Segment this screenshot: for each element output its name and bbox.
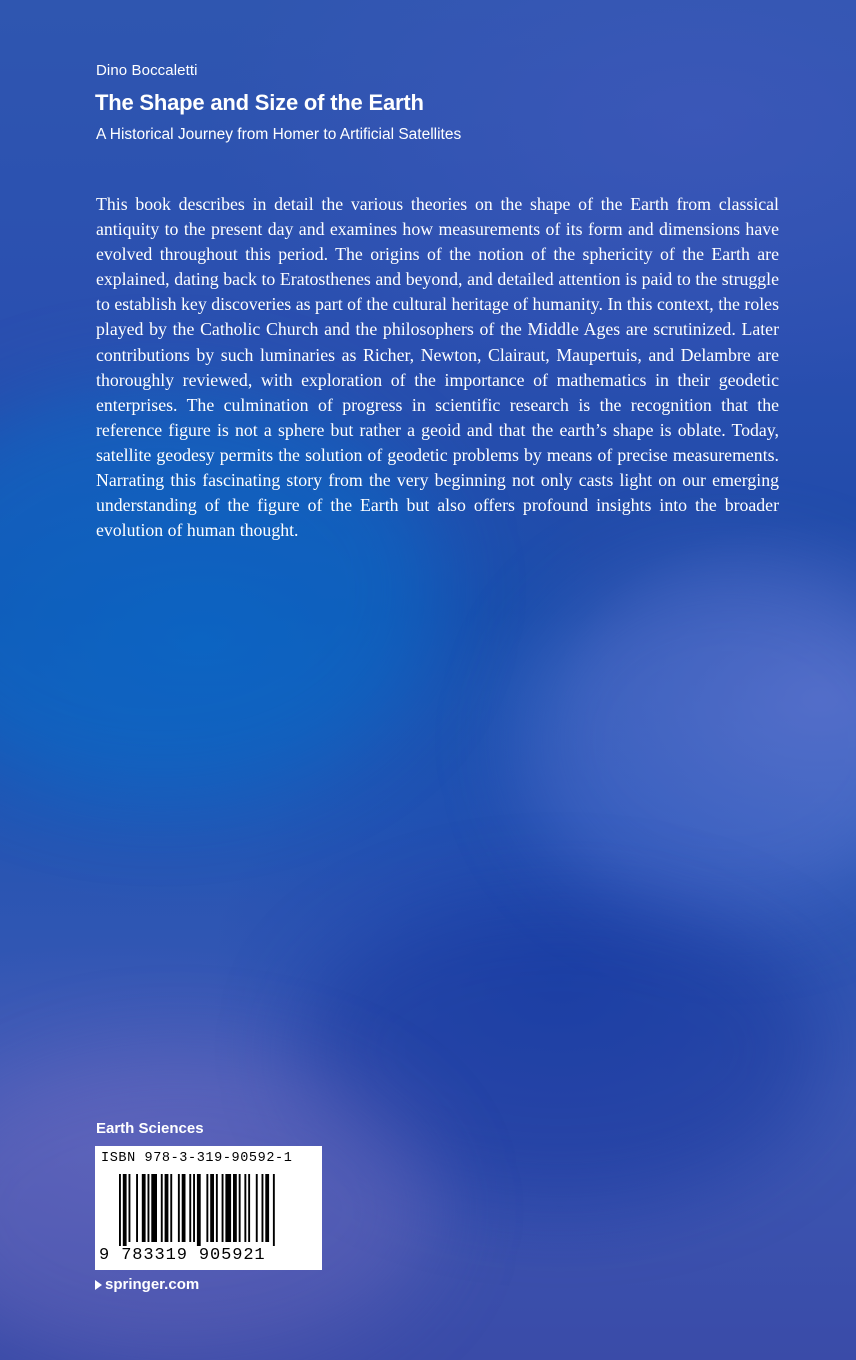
isbn-label: ISBN 978-3-319-90592-1	[101, 1151, 293, 1166]
barcode-bar	[210, 1174, 214, 1242]
author-name: Dino Boccaletti	[96, 62, 198, 79]
barcode-bar	[265, 1174, 269, 1242]
barcode-bar	[239, 1174, 241, 1242]
barcode-bar	[182, 1174, 186, 1242]
barcode-bar	[233, 1174, 237, 1242]
barcode-block	[95, 1146, 322, 1270]
barcode-bar	[119, 1174, 121, 1246]
publisher-website-link[interactable]	[95, 1276, 199, 1293]
background-swirl	[520, 560, 856, 920]
barcode-bar	[170, 1174, 172, 1242]
arrow-right-icon	[95, 1280, 102, 1290]
barcode-bar	[123, 1174, 127, 1246]
barcode-bar	[142, 1174, 146, 1242]
barcode-bar	[151, 1174, 157, 1242]
barcode-bar	[193, 1174, 195, 1242]
barcode-bar	[165, 1174, 169, 1242]
barcode-bar	[244, 1174, 246, 1242]
barcode-bar	[161, 1174, 163, 1242]
barcode-bar	[256, 1174, 258, 1242]
barcode-digits: 9 783319 905921	[99, 1246, 266, 1265]
barcode-bar	[225, 1174, 231, 1242]
website-label: springer.com	[105, 1276, 200, 1293]
barcode-bar	[148, 1174, 150, 1242]
barcode-bar	[178, 1174, 180, 1242]
barcode-bar	[262, 1174, 264, 1242]
book-subtitle: A Historical Journey from Homer to Artificial Satellites	[96, 126, 462, 143]
barcode-bar	[222, 1174, 224, 1242]
barcode-bar	[189, 1174, 191, 1242]
barcode-bar	[216, 1174, 218, 1242]
description-paragraph: This book describes in detail the various theories on the shape of the Earth from classical antiquity to the present day and examines how measurements of its form and dimensions have evolved throughout this period. The origins of the notion of the sphericity of the Earth are explained, dating back to Eratosthenes and beyond, and detailed attention is paid to the struggle to establish key discoveries as part of the cultural heritage of humanity. In this context, the roles played by the Catholic Church and the philosophers of the Middle Ages are scrutinized. Later contributions by such luminaries as Richer, Newton, Clairaut, Maupertuis, and Delambre are thoroughly reviewed, with exploration of the importance of mathematics in their geodetic enterprises. The culmination of progress in scientific research is the recognition that the reference figure is not a sphere but rather a geoid and that the earth’s shape is oblate. Today, satellite geodesy permits the solution of geodetic problems by means of precise measurements. Narrating this fascinating story from the very beginning not only casts light on our emerging understanding of the figure of the Earth but also offers profound insights into the broader evolution of human thought.	[96, 194, 779, 541]
barcode-bar	[206, 1174, 208, 1242]
barcode-bar	[248, 1174, 250, 1242]
barcode-bar	[197, 1174, 201, 1246]
barcode-bar	[129, 1174, 131, 1242]
book-title: The Shape and Size of the Earth	[95, 90, 424, 115]
barcode-bar	[136, 1174, 138, 1242]
book-description	[96, 192, 779, 543]
subject-category: Earth Sciences	[96, 1120, 204, 1137]
barcode-bar	[273, 1174, 275, 1246]
